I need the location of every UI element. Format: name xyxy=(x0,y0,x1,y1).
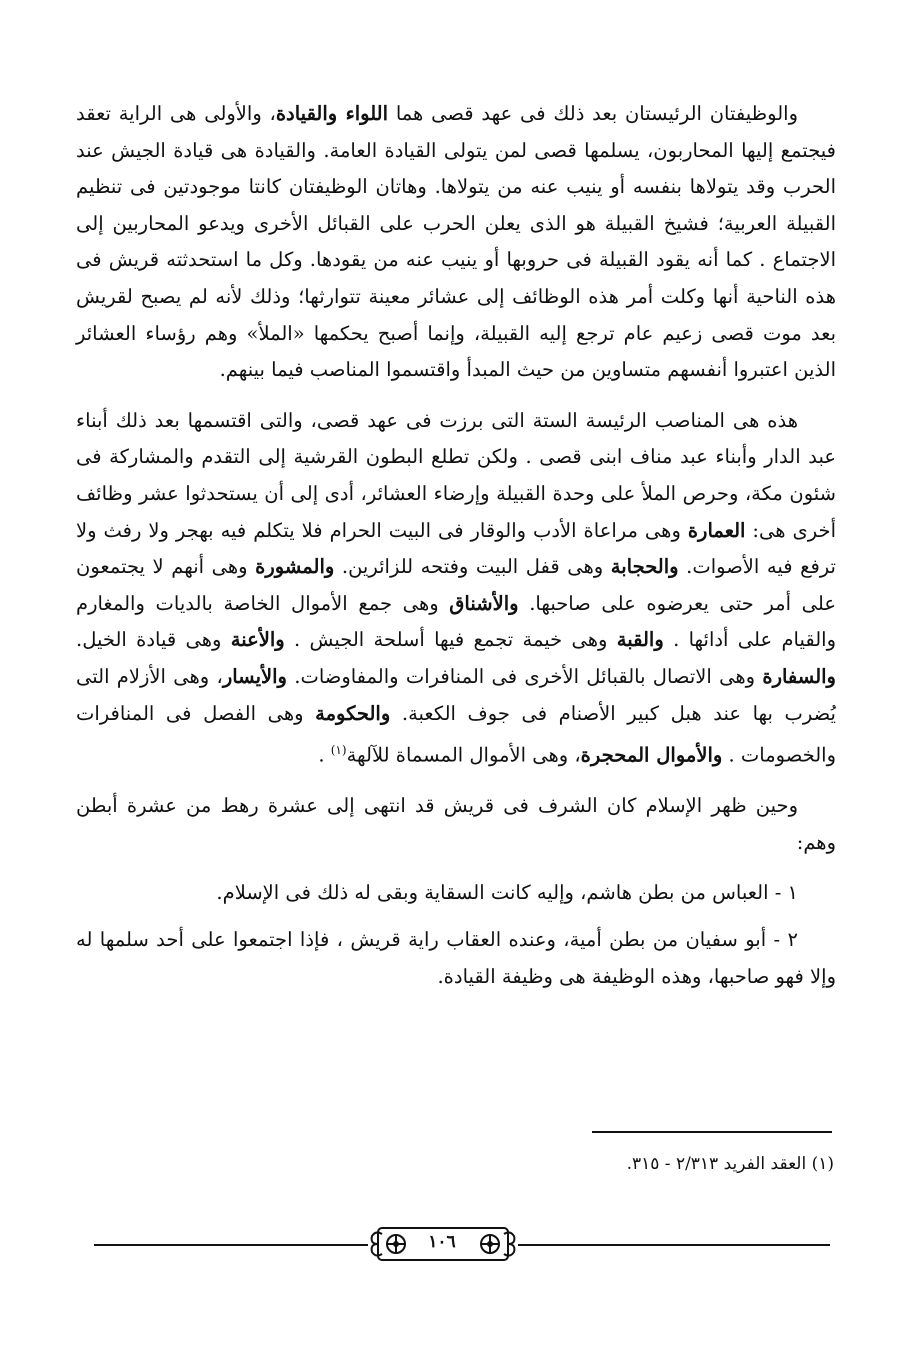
text-run: وهى قفل البيت وفتحه للزائرين. xyxy=(334,555,611,579)
text-run: ، والأولى هى الراية تعقد فيجتمع إليها المحاربون، يسلمها قصى لمن يتولى القيادة العامة. والقيادة هى قيادة الجيش عند الحرب وقد يتولاها بنفسه أو ينيب عنه من يتولاها. وهاتان الوظيفتان كانتا موجودتين فى تنظيم القبيلة العربية؛ فشيخ القبيلة هو الذى يعلن الحرب على القبائل الأخرى ويدعو المحاربين إلى الاجتماع . كما أنه يقود القبيلة فى حروبها أو ينيب عنه من يقودها. وكل ما استحدثته قريش فى هذه الناحية أنها وكلت أمر هذه الوظائف إلى عشائر معينة تتوارثها؛ وذلك لأنه لم يصبح لقريش بعد موت قصى زعيم عام ترجع إليه القبيلة، وإنما أصبح يحكمها «الملأ» وهم رؤساء العشائر الذين اعتبروا أنفسهم متساوين من حيث المبدأ واقتسموا المناصب فيما بينهم. xyxy=(76,102,836,382)
text-run: وحين ظهر الإسلام كان الشرف فى قريش قد انتهى إلى عشرة رهط من عشرة أبطن وهم: xyxy=(76,794,836,854)
text-run: ١ - العباس من بطن هاشم، وإليه كانت السقاية وبقى له ذلك فى الإسلام. xyxy=(216,881,798,905)
paragraph xyxy=(76,788,836,861)
paragraph xyxy=(76,96,836,389)
footnote-reference: (١) xyxy=(330,743,347,758)
footnote: (١) العقد الفريد ٢/٣١٣ - ٣١٥. xyxy=(626,1154,834,1174)
text-run: هذه هى المناصب الرئيسة الستة التى برزت فى عهد قصى، والتى اقتسمها بعد ذلك أبناء عبد الدار وأبناء عبد مناف ابنى قصى . ولكن تطلع البطون القرشية إلى التقدم والمشاركة فى شئون مكة، وحرص الملأ على وحدة القبيلة وإرضاء العشائر، أدى إلى أن يستحدثوا عشر وظائف أخرى هى: xyxy=(76,408,836,542)
text-run: وهى الفصل فى المنافرات والخصومات . xyxy=(76,701,836,767)
text-run: والوظيفتان الرئيستان بعد ذلك فى عهد قصى هما xyxy=(388,102,798,125)
bold-term: والأموال المحجرة xyxy=(580,743,723,767)
text-run: وهى جمع الأموال الخاصة بالديات والمغارم والقيام على أدائها . xyxy=(76,591,836,652)
bold-term: العمارة xyxy=(687,518,746,542)
bold-term: والأيسار xyxy=(222,664,287,688)
text-run: وهى مراعاة الأدب والوقار فى البيت الحرام فلا يتكلم فيه بهجر ولا رفث ولا ترفع فيه الأصوات. xyxy=(76,518,836,579)
list-item xyxy=(76,875,836,912)
bold-term: والأعنة xyxy=(230,628,285,652)
text-run: وهى الاتصال بالقبائل الأخرى فى المنافرات والمفاوضات. xyxy=(286,664,763,688)
bold-term: اللواء والقيادة xyxy=(275,102,389,125)
bold-term: والحكومة xyxy=(315,701,391,725)
text-run: . xyxy=(318,743,331,767)
text-run: ، وهى الأموال المسماة للآلهة xyxy=(346,743,581,767)
page-body xyxy=(76,96,836,1005)
paragraph xyxy=(76,403,836,774)
text-run: ٢ - أبو سفيان من بطن أمية، وعنده العقاب راية قريش ، فإذا اجتمعوا على أحد سلمها له وإلا فهو صاحبها، وهذه الوظيفة هى وظيفة القيادة. xyxy=(76,927,836,988)
bold-term: والسفارة xyxy=(762,664,836,688)
bold-term: والقبة xyxy=(616,628,664,652)
text-run: ، وهى الأزلام التى يُضرب بها عند هبل كبير الأصنام فى جوف الكعبة. xyxy=(76,664,836,725)
footnote-separator xyxy=(592,1131,832,1133)
bold-term: والأشناق xyxy=(449,591,519,615)
list-item xyxy=(76,922,836,995)
bottom-rule-right xyxy=(518,1244,830,1246)
text-run: وهى خيمة تجمع فيها أسلحة الجيش . xyxy=(284,628,617,652)
bottom-rule-left xyxy=(94,1244,368,1246)
bold-term: والحجابة xyxy=(610,555,679,579)
page-number: ١٠٦ xyxy=(412,1232,472,1252)
text-run: وهى قيادة الخيل. xyxy=(76,628,231,652)
text-run: وهى أنهم لا يجتمعون على أمر حتى يعرضوه على صاحبها. xyxy=(76,555,836,615)
bold-term: والمشورة xyxy=(255,555,335,579)
